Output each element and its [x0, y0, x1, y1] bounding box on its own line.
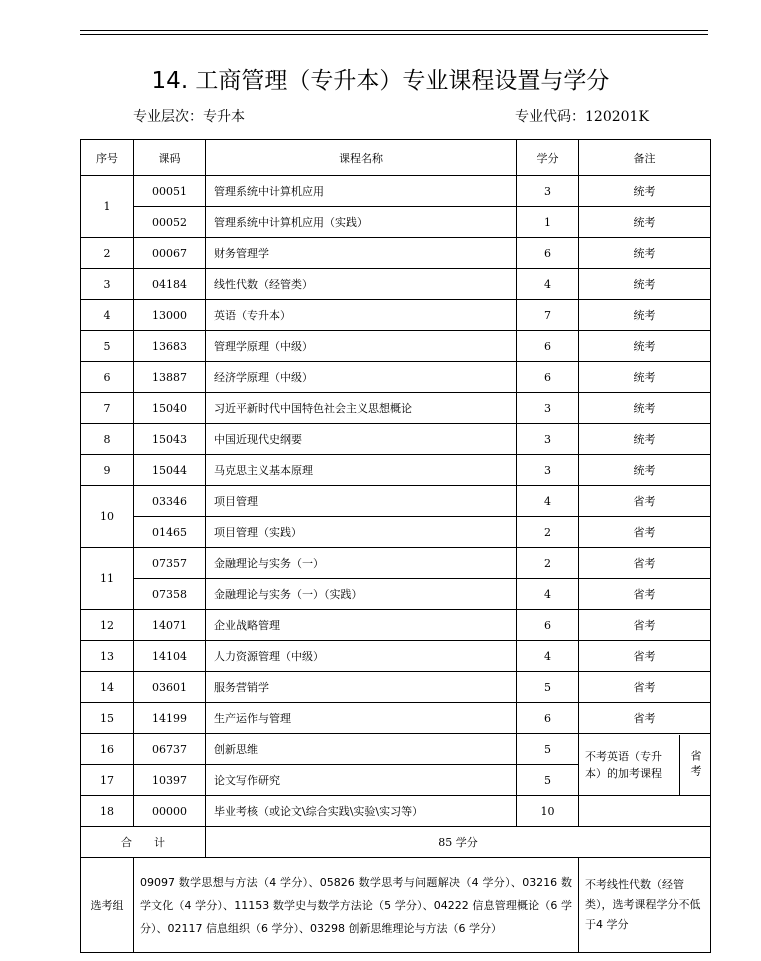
note-cell: 统考 [579, 207, 711, 238]
name-cell: 管理系统中计算机应用 [206, 176, 517, 207]
code-cell: 07358 [134, 579, 206, 610]
code-cell: 15040 [134, 393, 206, 424]
major-code: 专业代码：120201K [515, 109, 649, 125]
credit-cell: 2 [517, 548, 579, 579]
code-cell: 14071 [134, 610, 206, 641]
seq-cell: 10 [81, 486, 134, 548]
credit-cell: 2 [517, 517, 579, 548]
code-cell: 04184 [134, 269, 206, 300]
name-cell: 线性代数（经管类） [206, 269, 517, 300]
credit-cell: 5 [517, 734, 579, 765]
credit-cell: 5 [517, 672, 579, 703]
table-row [81, 424, 711, 455]
name-cell: 习近平新时代中国特色社会主义思想概论 [206, 393, 517, 424]
seq-cell: 3 [81, 269, 134, 300]
note-cell: 统考 [579, 424, 711, 455]
note-cell: 统考 [579, 269, 711, 300]
code-cell: 15043 [134, 424, 206, 455]
note-cell: 省考 [579, 486, 711, 517]
code-cell: 07357 [134, 548, 206, 579]
credit-cell: 6 [517, 238, 579, 269]
credit-cell: 6 [517, 703, 579, 734]
note-cell: 省考 [579, 610, 711, 641]
table-row [81, 610, 711, 641]
table-row [81, 486, 711, 517]
top-rule-thin [80, 34, 708, 35]
credit-cell: 3 [517, 424, 579, 455]
header-name: 课程名称 [206, 140, 517, 176]
seq-cell: 12 [81, 610, 134, 641]
name-cell: 管理系统中计算机应用（实践） [206, 207, 517, 238]
code-cell: 13683 [134, 331, 206, 362]
total-value: 85 学分 [206, 827, 711, 858]
note-cell: 省考 [579, 703, 711, 734]
note-cell: 统考 [579, 455, 711, 486]
note-cell: 省考 [579, 672, 711, 703]
elective-label: 选考组 [81, 858, 134, 953]
code-cell: 03346 [134, 486, 206, 517]
seq-cell: 14 [81, 672, 134, 703]
name-cell: 财务管理学 [206, 238, 517, 269]
note-cell: 统考 [579, 238, 711, 269]
elective-courses: 09097 数学思想与方法（4 学分）、05826 数学思考与问题解决（4 学分）、03216 数学文化（4 学分）、11153 数学史与数学方法论（5 学分）、04222 信息管理概论（6 学分）、02117 信息组织（6 学分）、03298 创新思维理论与方法（6 学分） [134, 858, 579, 953]
note-cell: 省考 [579, 517, 711, 548]
name-cell: 金融理论与实务（一）（实践） [206, 579, 517, 610]
total-label: 合 计 [81, 827, 206, 858]
credit-cell: 10 [517, 796, 579, 827]
seq-cell: 4 [81, 300, 134, 331]
table-row [81, 796, 711, 827]
name-cell: 人力资源管理（中级） [206, 641, 517, 672]
code-cell: 14199 [134, 703, 206, 734]
credit-cell: 4 [517, 486, 579, 517]
note-cell: 省考 [579, 548, 711, 579]
credit-cell: 4 [517, 641, 579, 672]
code-cell: 00000 [134, 796, 206, 827]
code-cell: 00067 [134, 238, 206, 269]
table-row [81, 393, 711, 424]
credit-cell: 3 [517, 176, 579, 207]
name-cell: 毕业考核（或论文\综合实践\实验\实习等） [206, 796, 517, 827]
name-cell: 经济学原理（中级） [206, 362, 517, 393]
credit-cell: 7 [517, 300, 579, 331]
note-cell: 统考 [579, 176, 711, 207]
seq-cell: 15 [81, 703, 134, 734]
name-cell: 论文写作研究 [206, 765, 517, 796]
table-row [81, 517, 711, 548]
table-row [81, 207, 711, 238]
page-title: 14. 工商管理（专升本）专业课程设置与学分 [151, 68, 610, 94]
table-row [81, 238, 711, 269]
credit-cell: 5 [517, 765, 579, 796]
seq-cell: 5 [81, 331, 134, 362]
header-code: 课码 [134, 140, 206, 176]
credit-cell: 1 [517, 207, 579, 238]
seq-cell: 7 [81, 393, 134, 424]
name-cell: 英语（专升本） [206, 300, 517, 331]
table-row [81, 641, 711, 672]
credit-cell: 6 [517, 331, 579, 362]
name-cell: 中国近现代史纲要 [206, 424, 517, 455]
code-cell: 00052 [134, 207, 206, 238]
table-row [81, 331, 711, 362]
seq-cell: 2 [81, 238, 134, 269]
code-cell: 00051 [134, 176, 206, 207]
note-cell: 统考 [579, 393, 711, 424]
note-cell: 统考 [579, 300, 711, 331]
code-cell: 13887 [134, 362, 206, 393]
note-cell: 统考 [579, 331, 711, 362]
note-cell: 省考 [579, 641, 711, 672]
name-cell: 企业战略管理 [206, 610, 517, 641]
merged-note-cell [579, 734, 711, 796]
table-row [81, 176, 711, 207]
top-rule [80, 30, 708, 31]
name-cell: 项目管理 [206, 486, 517, 517]
seq-cell: 11 [81, 548, 134, 610]
note-cell [579, 796, 711, 827]
credit-cell: 4 [517, 579, 579, 610]
table-row [81, 703, 711, 734]
name-cell: 创新思维 [206, 734, 517, 765]
total-row [81, 827, 711, 858]
table-row [81, 548, 711, 579]
table-row [81, 362, 711, 393]
seq-cell: 16 [81, 734, 134, 765]
course-table [80, 139, 711, 953]
code-cell: 14104 [134, 641, 206, 672]
seq-cell: 17 [81, 765, 134, 796]
code-cell: 06737 [134, 734, 206, 765]
table-row [81, 455, 711, 486]
table-row [81, 269, 711, 300]
elective-row [81, 858, 711, 953]
code-cell: 15044 [134, 455, 206, 486]
code-cell: 13000 [134, 300, 206, 331]
seq-cell: 18 [81, 796, 134, 827]
seq-cell: 8 [81, 424, 134, 455]
merged-note-text: 不考英语（专升本）的加考课程 [585, 749, 662, 780]
name-cell: 管理学原理（中级） [206, 331, 517, 362]
code-cell: 03601 [134, 672, 206, 703]
header-credit: 学分 [517, 140, 579, 176]
seq-cell: 13 [81, 641, 134, 672]
code-cell: 10397 [134, 765, 206, 796]
table-row [81, 672, 711, 703]
credit-cell: 6 [517, 362, 579, 393]
credit-cell: 3 [517, 393, 579, 424]
code-cell: 01465 [134, 517, 206, 548]
seq-cell: 6 [81, 362, 134, 393]
header-seq: 序号 [81, 140, 134, 176]
note-cell: 统考 [579, 362, 711, 393]
name-cell: 马克思主义基本原理 [206, 455, 517, 486]
table-row [81, 734, 711, 765]
seq-cell: 9 [81, 455, 134, 486]
name-cell: 项目管理（实践） [206, 517, 517, 548]
credit-cell: 6 [517, 610, 579, 641]
seq-cell: 1 [81, 176, 134, 238]
major-level: 专业层次：专升本 [133, 109, 245, 125]
name-cell: 生产运作与管理 [206, 703, 517, 734]
table-row [81, 579, 711, 610]
name-cell: 金融理论与实务（一） [206, 548, 517, 579]
note-cell: 省考 [579, 579, 711, 610]
table-row [81, 300, 711, 331]
name-cell: 服务营销学 [206, 672, 517, 703]
header-note: 备注 [579, 140, 711, 176]
merged-note-side: 省考 [679, 735, 710, 795]
credit-cell: 3 [517, 455, 579, 486]
credit-cell: 4 [517, 269, 579, 300]
elective-note: 不考线性代数（经管类），选考课程学分不低于4 学分 [579, 858, 711, 953]
